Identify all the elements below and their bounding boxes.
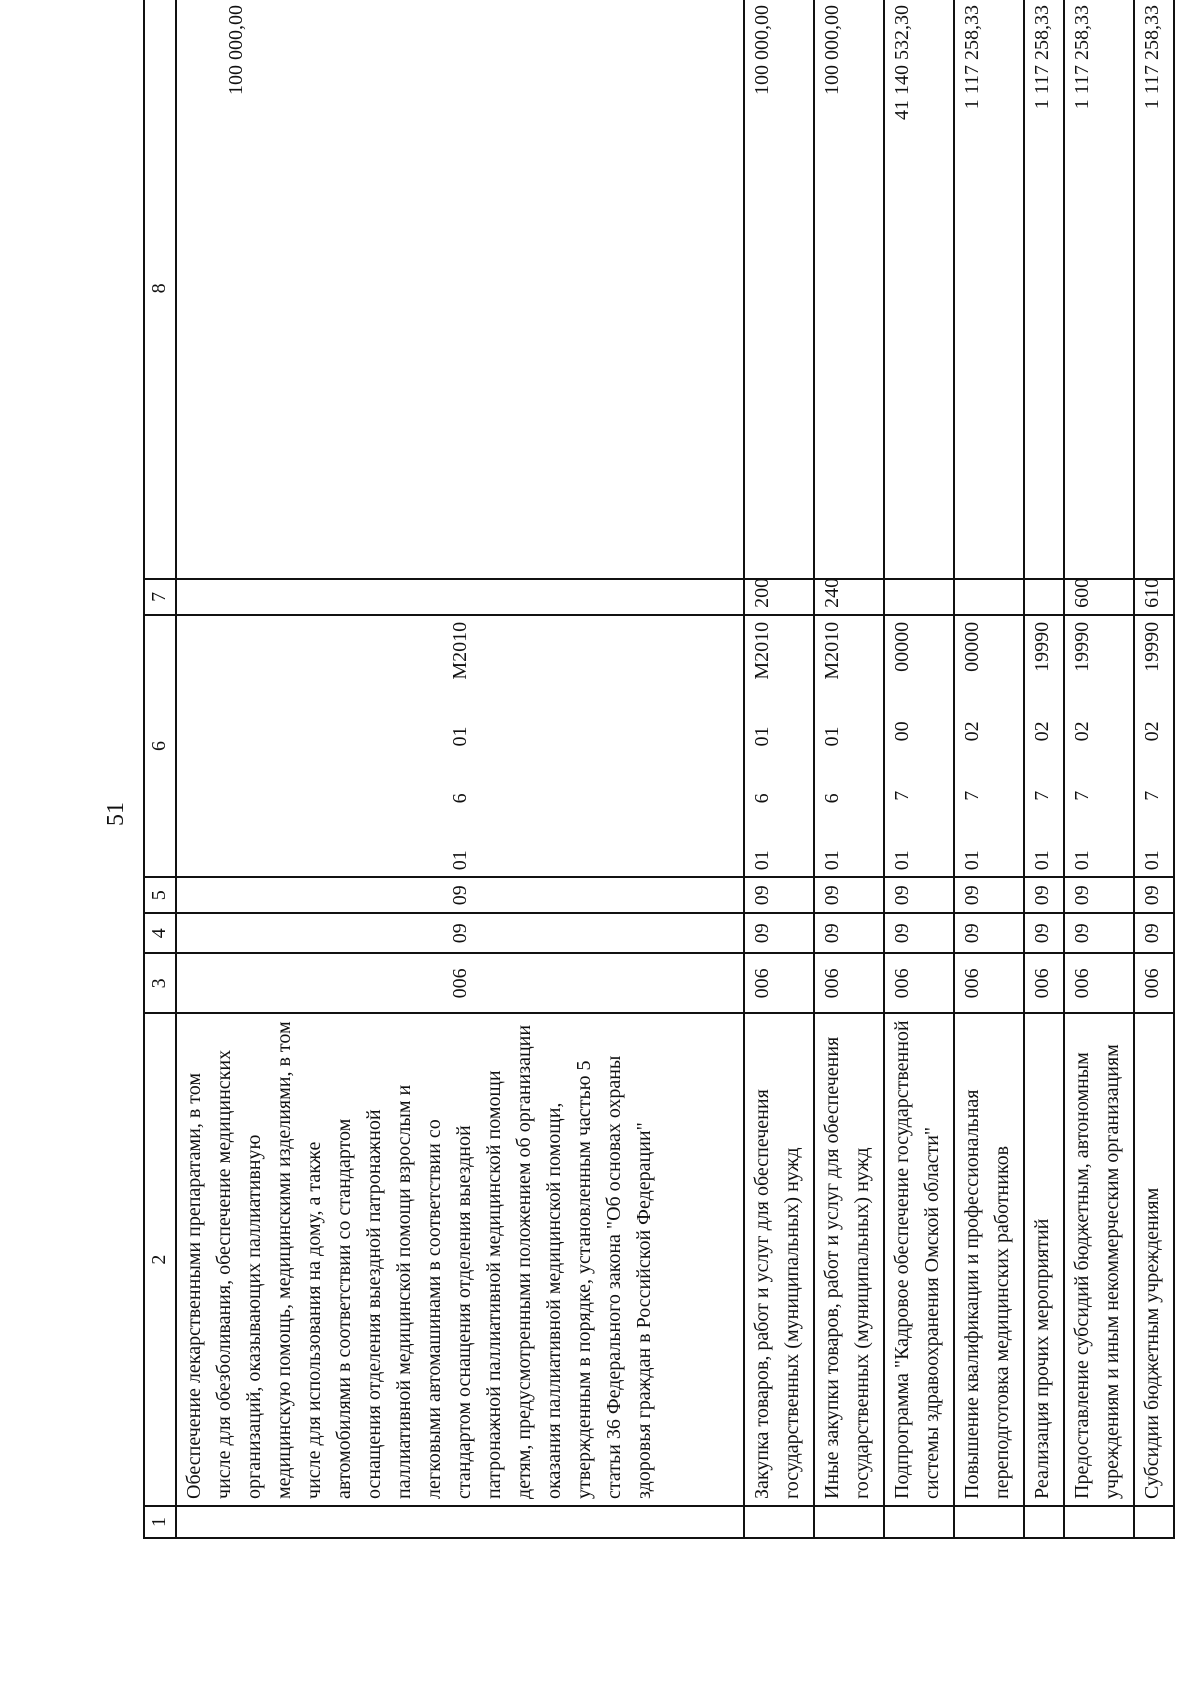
code-cell: 006 xyxy=(1134,953,1174,1013)
table-row xyxy=(814,0,884,1538)
code-cell: 006 xyxy=(176,953,744,1013)
budget-table xyxy=(143,0,1175,1539)
code-cell: 09 xyxy=(1064,913,1134,953)
table-row xyxy=(176,0,744,1538)
column-header: 2 xyxy=(144,1013,176,1506)
page-number: 51 xyxy=(103,802,129,826)
table-row xyxy=(954,0,1024,1538)
code-cell: 09 xyxy=(1134,913,1174,953)
code-cell: 006 xyxy=(1064,953,1134,1013)
table-row xyxy=(744,0,814,1538)
code-cell: 09 xyxy=(176,913,744,953)
row-name-cell: Реализация прочих мероприятий xyxy=(1024,1013,1064,1506)
code-cell: 09 xyxy=(884,877,954,913)
target-article-cell: 01 7 00 00000 xyxy=(884,615,954,877)
column-header: 6 xyxy=(144,615,176,877)
header-row xyxy=(144,0,176,1538)
expense-type-cell: 600 xyxy=(1064,579,1134,615)
code-cell: 09 xyxy=(884,913,954,953)
row-name-cell: Подпрограмма "Кадровое обеспечение государственной системы здравоохранения Омской области" xyxy=(884,1013,954,1506)
column-header: 1 xyxy=(144,1506,176,1538)
amount-cell: 100 000,00 xyxy=(744,0,814,579)
row-name-cell: Предоставление субсидий бюджетным, автономным учреждениям и иным некоммерческим организациям xyxy=(1064,1013,1134,1506)
target-article-cell: 01 6 01 М2010 xyxy=(176,615,744,877)
row-number-cell xyxy=(814,1506,884,1538)
row-number-cell xyxy=(744,1506,814,1538)
row-name-cell: Закупка товаров, работ и услуг для обеспечения государственных (муниципальных) нужд xyxy=(744,1013,814,1506)
target-article-cell: 01 6 01 М2010 xyxy=(814,615,884,877)
amount-cell: 100 000,00 xyxy=(814,0,884,579)
code-cell: 09 xyxy=(954,913,1024,953)
column-header: 7 xyxy=(144,579,176,615)
expense-type-cell: 200 xyxy=(744,579,814,615)
amount-cell: 41 140 532,30 xyxy=(884,0,954,579)
row-name-cell: Обеспечение лекарственными препаратами, в том числе для обезболивания, обеспечение медицинских организаций, оказывающих паллиативную медицинскую помощь, медицинскими изделиями, в том числе для использования на дому, а также автомобилями в соответствии со стандартом оснащения отделения выездной патронажной паллиативной медицинской помощи взрослым и легковыми автомашинами в соответствии со стандартом оснащения отделения выездной патронажной паллиативной медицинской помощи детям, предусмотренными положением об организации оказания паллиативной медицинской помощи, утвержденным в порядке, установленным частью 5 статьи 36 Федерального закона "Об основах охраны здоровья граждан в Российской Федерации" xyxy=(176,1013,744,1506)
table-row xyxy=(1064,0,1134,1538)
target-article-cell: 01 7 02 00000 xyxy=(954,615,1024,877)
column-header: 8 xyxy=(144,0,176,579)
code-cell: 006 xyxy=(954,953,1024,1013)
expense-type-cell xyxy=(1024,579,1064,615)
row-number-cell xyxy=(884,1506,954,1538)
table-row xyxy=(1134,0,1174,1538)
expense-type-cell xyxy=(954,579,1024,615)
amount-cell: 1 117 258,33 xyxy=(1064,0,1134,579)
code-cell: 09 xyxy=(814,913,884,953)
row-name-cell: Иные закупки товаров, работ и услуг для обеспечения государственных (муниципальных) нужд xyxy=(814,1013,884,1506)
expense-type-cell xyxy=(884,579,954,615)
code-cell: 09 xyxy=(814,877,884,913)
column-header: 4 xyxy=(144,913,176,953)
row-name-cell: Повышение квалификации и профессиональная переподготовка медицинских работников xyxy=(954,1013,1024,1506)
code-cell: 09 xyxy=(744,877,814,913)
code-cell: 09 xyxy=(1064,877,1134,913)
amount-cell: 100 000,00 xyxy=(176,0,744,579)
column-header: 5 xyxy=(144,877,176,913)
amount-cell: 1 117 258,33 xyxy=(1134,0,1174,579)
table-row xyxy=(1024,0,1064,1538)
row-number-cell xyxy=(1064,1506,1134,1538)
amount-cell: 1 117 258,33 xyxy=(954,0,1024,579)
code-cell: 09 xyxy=(1134,877,1174,913)
code-cell: 09 xyxy=(1024,877,1064,913)
table-row xyxy=(884,0,954,1538)
expense-type-cell: 610 xyxy=(1134,579,1174,615)
column-header: 3 xyxy=(144,953,176,1013)
expense-type-cell: 240 xyxy=(814,579,884,615)
target-article-cell: 01 6 01 М2010 xyxy=(744,615,814,877)
code-cell: 09 xyxy=(1024,913,1064,953)
code-cell: 09 xyxy=(744,913,814,953)
target-article-cell: 01 7 02 19990 xyxy=(1064,615,1134,877)
code-cell: 09 xyxy=(176,877,744,913)
code-cell: 006 xyxy=(1024,953,1064,1013)
row-name-cell: Субсидии бюджетным учреждениям xyxy=(1134,1013,1174,1506)
code-cell: 006 xyxy=(744,953,814,1013)
code-cell: 006 xyxy=(814,953,884,1013)
target-article-cell: 01 7 02 19990 xyxy=(1134,615,1174,877)
amount-cell: 1 117 258,33 xyxy=(1024,0,1064,579)
row-number-cell xyxy=(1024,1506,1064,1538)
target-article-cell: 01 7 02 19990 xyxy=(1024,615,1064,877)
code-cell: 09 xyxy=(954,877,1024,913)
row-number-cell xyxy=(954,1506,1024,1538)
expense-type-cell xyxy=(176,579,744,615)
row-number-cell xyxy=(176,1506,744,1538)
code-cell: 006 xyxy=(884,953,954,1013)
row-number-cell xyxy=(1134,1506,1174,1538)
